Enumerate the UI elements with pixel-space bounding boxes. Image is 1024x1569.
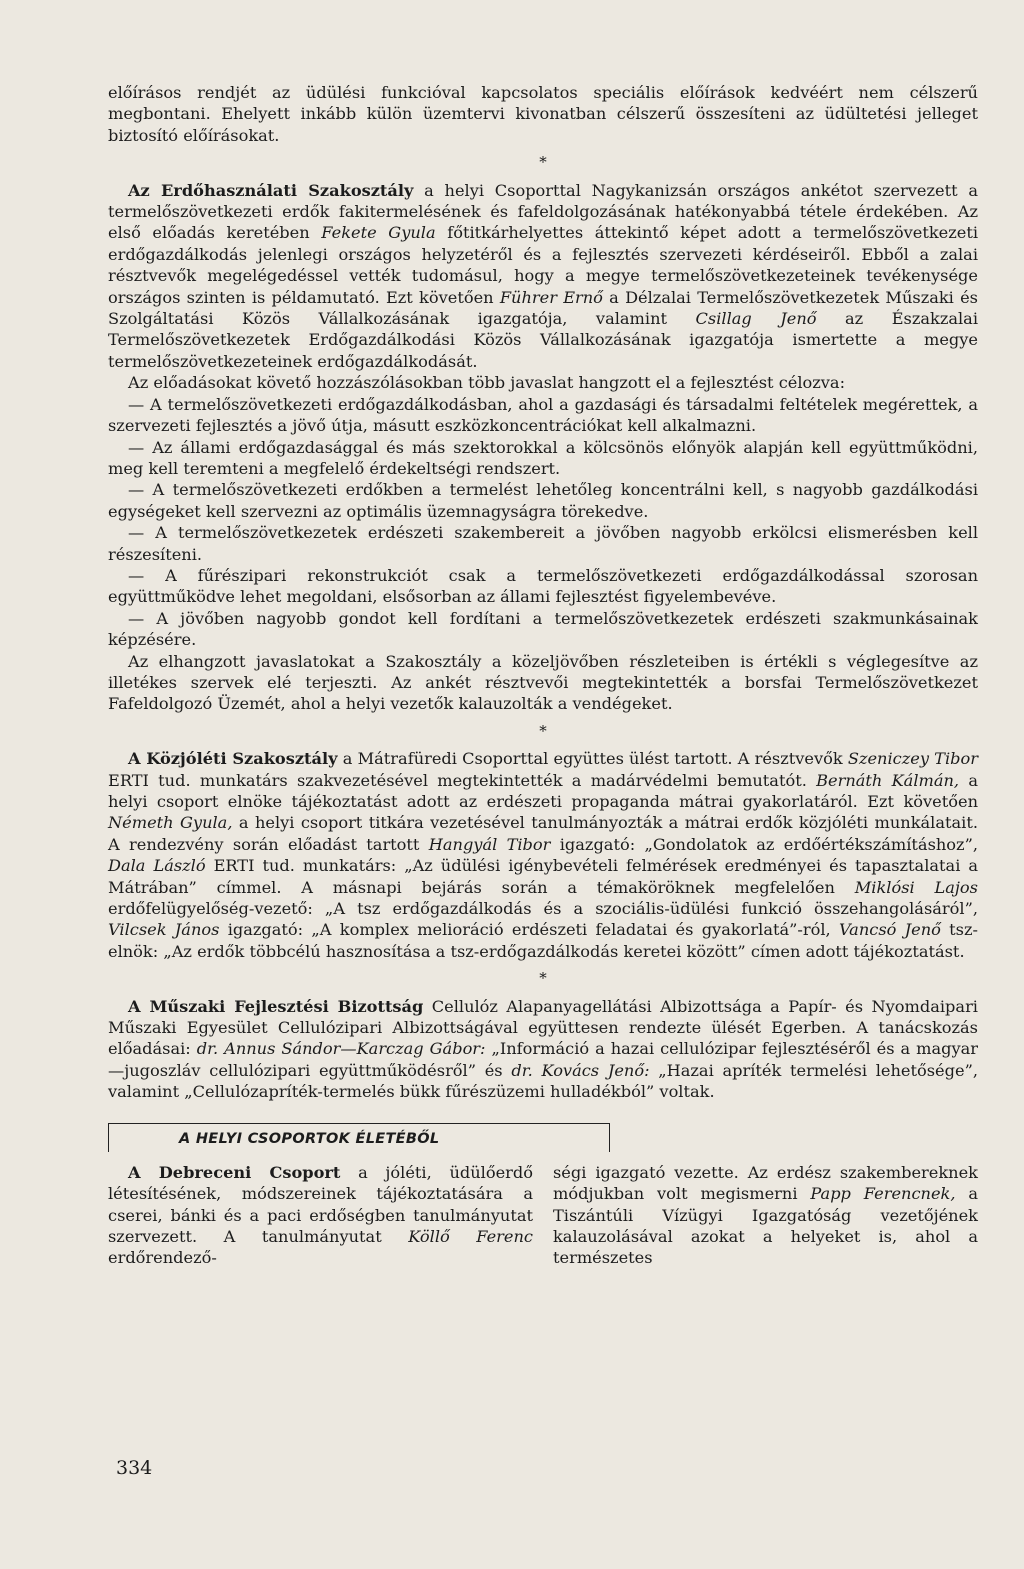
proposal-item: — A fűrészipari rekonstrukciót csak a termelőszövetkezeti erdőgazdálkodással szorosan együttműködve lehet megoldani, elsősorban az állami fejlesztést figyelembevéve. [108,565,978,607]
person-name: Papp Ferencnek, [810,1184,956,1204]
text-run: a helyi csoport titkára vezetésével tanulmányozták a mátrai erdők közjóléti munkálatait. A rendezvény során előadást tartott [108,813,978,854]
person-name: Miklósi Lajos [854,877,978,897]
proposal-item: — A jövőben nagyobb gondot kell fordítani a termelőszövetkezetek erdészeti szakmunkásainak képzésére. [108,608,978,650]
person-name: Führer Ernő [499,287,603,307]
section-heading: A HELYI CSOPORTOK ÉLETÉBŐL [179,1130,440,1147]
erdohasznalati-paragraph [108,180,978,373]
section-lead: A Műszaki Fejlesztési Bizottság [128,996,424,1016]
person-name: Vancsó Jenő [838,920,941,940]
text-run: „Információ a hazai cellulózipar fejlesztéséről és a magyar—jugoszláv cellulózipari együttműködésről” és [108,1039,978,1080]
text-run: a helyi csoport elnöke tájékoztatást adott az erdészeti propaganda mátrai gyakorlatáról. Ezt követően [108,770,979,811]
section-separator: * [539,969,547,988]
text-run: igazgató: „A komplex melioráció erdészeti feladatai és gyakorlatá”-ról, [219,920,839,940]
text-run: erdőfelügyelőség-vezető: „A tsz erdőgazdálkodás és a szociális-üdülési funkció összehangolásáról”, [108,899,978,919]
person-name: Fekete Gyula [321,223,436,243]
page-body [108,82,978,1269]
text-run: ERTI tud. munkatárs szakvezetésével megtekintették a madárvédelmi bemutatót. [108,770,817,790]
proposal-item: — A termelőszövetkezeti erdőkben a termelést lehetőleg koncentrálni kell, s nagyobb gazdálkodási egységeket kell szervezni az optimális üzemnagyságra törekedve. [108,480,978,521]
text-run: tsz-elnök: „Az erdők többcélú hasznosítása a tsz-erdőgazdálkodás keretei között” címen adott tájékoztatást. [108,920,978,961]
text-run: főtitkárhelyettes áttekintő képet adott a termelőszövetkezeti erdőgazdálkodás jelenlegi országos helyzetéről és a fejlesztés szervezeti kérdéseiről. Ebből a zalai résztvevők megelégedéssel vették tudomásul, hogy a megye termelőszövetkezeteinek tevékenysége országos szinten is példamutató. Ezt követően [108,223,978,307]
text-run: a Tiszántúli Vízügyi Igazgatóság vezetőjének kalauzolásával azokat a helyeket is, ahol a természetes [553,1184,978,1268]
text-run: „Hazai apríték termelési lehetősége”, valamint „Cellulózapríték-termelés bükk fűrészüzemi hulladékból” voltak. [108,1060,979,1102]
person-name: dr. Kovács Jenő: [511,1060,650,1080]
person-name: Németh Gyula, [108,813,233,833]
proposals-intro: Az előadásokat követő hozzászólásokban több javaslat hangzott el a fejlesztést célozva: [128,373,846,393]
text-run: ségi igazgató vezette. Az erdész szakembereknek módjukban volt megismerni [553,1162,978,1204]
section-lead: A Közjóléti Szakosztály [128,749,338,769]
proposal-item: — Az állami erdőgazdasággal és más szektorokkal a kölcsönös előnyök alapján kell együttműködni, meg kell teremteni a megfelelő érdekeltségi rendszert. [108,437,978,478]
intro-paragraph: előírásos rendjét az üdülési funkcióval kapcsolatos speciális előírások kedvéért nem célszerű megbontani. Ehelyett inkább külön üzemtervi kivonatban célszerű összesíteni az üdültetési jelleget biztosító előírásokat. [108,83,978,145]
section-lead: A Debreceni Csoport [128,1162,341,1182]
person-name: dr. Annus Sándor—Karczag Gábor: [196,1039,486,1059]
closing-paragraph: Az elhangzott javaslatokat a Szakosztály a közeljövőben részleteiben is értékli s véglegesítve az illetékes szervek elé terjeszti. Az ankét résztvevői megtekintették a borsfai Termelőszövetkezet Fafeldolgozó Üzemét, ahol a helyi vezetők kalauzolták a vendégeket. [108,651,978,714]
muszaki-paragraph [108,996,978,1103]
page-number: 334 [116,1457,153,1479]
person-name: Hangyál Tibor [428,834,551,854]
text-run: a Mátrafüredi Csoporttal együttes ülést tartott. A résztvevők [337,749,848,769]
text-run: a helyi Csoporttal Nagykanizsán országos ankétot szervezett a termelőszövetkezeti erdők fakitermelésének és fafeldolgozásának hatékonyabbá tétele érdekében. Az első előadás keretében [108,180,978,243]
debreceni-paragraph-cont [553,1162,978,1269]
person-name: Dala László [108,856,206,876]
two-column-block [108,1162,978,1269]
section-separator: * [539,721,547,740]
person-name: Köllő Ferenc [408,1226,533,1246]
text-run: erdőrendező- [108,1248,217,1268]
text-run: a jóléti, üdülőerdő létesítésének, módszereinek tájékoztatására a cserei, bánki és a paci erdőségben tanulmányutat szervezett. A tanulmányutat [108,1162,534,1246]
person-name: Szeniczey Tibor [847,749,978,769]
section-heading-box [108,1123,610,1152]
kozjoleti-paragraph [108,748,978,962]
debreceni-paragraph [108,1162,533,1269]
text-run: a Délzalai Termelőszövetkezetek Műszaki és Szolgáltatási Közös Vállalkozásának igazgatója, valamint [108,287,978,329]
person-name: Bernáth Kálmán, [816,770,960,790]
person-name: Csillag Jenő [695,309,817,329]
text-run: ERTI tud. munkatárs: „Az üdülési igénybevételi felmérések eredményei és tapasztalatai a Mátrában” címmel. A másnapi bejárás során a témaköröknek megfelelően [108,856,979,897]
proposal-item: — A termelőszövetkezeti erdőgazdálkodásban, ahol a gazdasági és társadalmi feltételek megérettek, a szervezeti fejlesztés a jövő útja, másutt eszközkoncentrációkat kell alkalmazni. [108,394,978,436]
text-run: igazgató: „Gondolatok az erdőértékszámításhoz”, [550,834,978,854]
text-run: Cellulóz Alapanyagellátási Albizottsága a Papír- és Nyomdaipari Műszaki Egyesület Cellulózipari Albizottságával együttesen rendezte ülését Egerben. A tanácskozás előadásai: [108,996,978,1059]
section-separator: * [539,153,547,172]
section-lead: Az Erdőhasználati Szakosztály [128,180,414,200]
proposal-item: — A termelőszövetkezetek erdészeti szakembereit a jövőben nagyobb erkölcsi elismerésben kell részesíteni. [108,523,978,564]
person-name: Vilcsek János [108,920,220,940]
text-run: az Északzalai Termelőszövetkezetek Erdőgazdálkodási Közös Vállalkozásának igazgatója ismertette a megye termelőszövetkezeteinek erdőgazdálkodását. [108,309,978,371]
